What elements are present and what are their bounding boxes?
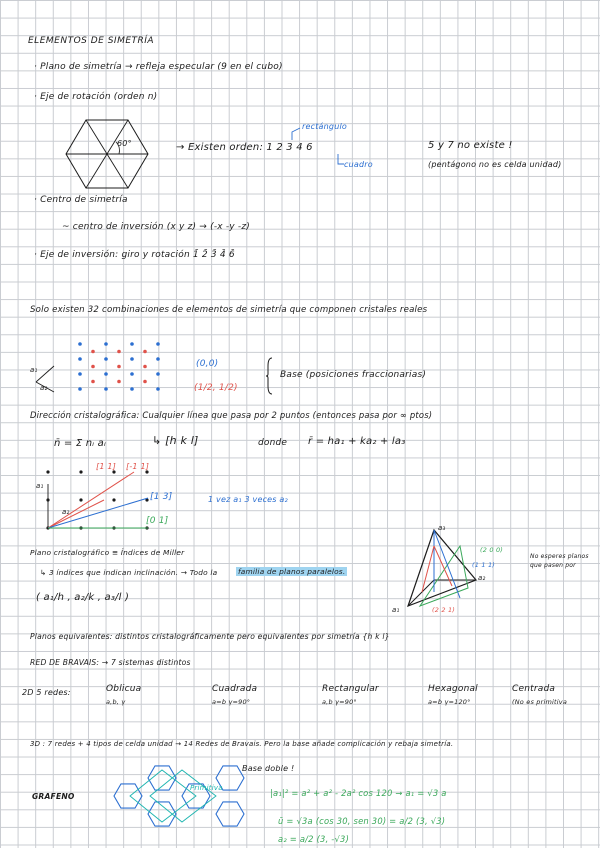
- red-2d-params: a,b, γ: [106, 698, 126, 706]
- dir-13-label: [1 3]: [150, 492, 173, 502]
- graphene-diagram: [100, 756, 240, 836]
- red-2d-name: Hexagonal: [428, 684, 478, 694]
- basis-point: [143, 365, 147, 369]
- eje-rotacion-line: · Eje de rotación (orden n): [34, 92, 158, 102]
- red-2d-name: Oblicua: [106, 684, 142, 694]
- lattice-point: [104, 387, 108, 391]
- lattice-base-diagram: [32, 338, 172, 398]
- redes-2d-heading: 2D 5 redes:: [22, 688, 71, 697]
- cell-3d-diagram: [400, 526, 490, 616]
- pentagono-note: (pentágono no es celda unidad): [428, 160, 562, 169]
- dir-01-label: [0 1]: [146, 516, 169, 526]
- orders-label: → Existen orden: 1 2 3 4 6: [176, 142, 313, 153]
- redes-3d-line: 3D : 7 redes + 4 tipos de celda unidad → 14 Redes de Bravais. Pero la base añade complicación y rebaja simetría.: [30, 740, 454, 748]
- dir-a2-label: a₂: [62, 508, 70, 516]
- primitiva-label: Primitiva: [190, 784, 223, 792]
- red-2d-name: Rectangular: [322, 684, 379, 694]
- direccion-line: Dirección cristalográfica: Cualquier línea que pasa por 2 puntos (entonces pasa por ∞ ptos): [30, 410, 433, 420]
- rectangulo-arrow: [290, 124, 310, 144]
- r-formula: r̄ = ha₁ + ka₂ + la₃: [308, 436, 406, 447]
- hkl-label: ↳ [h k l]: [152, 434, 199, 447]
- graphene-eq2: ū = √3a (cos 30, sen 30) = a/2 (3, √3): [278, 816, 446, 826]
- lattice-point: [78, 387, 82, 391]
- base-brace: [266, 356, 276, 396]
- hexagon-diagram: [66, 116, 156, 196]
- p200-label: (2 0 0): [480, 546, 504, 554]
- red-2d-params: a,b γ=90°: [322, 698, 357, 706]
- graphene-hexagon: [114, 784, 142, 808]
- p111-label: (1 1 1): [472, 561, 496, 569]
- lattice-point: [78, 372, 82, 376]
- basis-point: [143, 350, 147, 354]
- base-half: (1/2, 1/2): [194, 383, 238, 393]
- lattice-point: [130, 387, 134, 391]
- a3-label: a₃: [438, 524, 446, 532]
- no-exist-note: 5 y 7 no existe !: [428, 140, 513, 151]
- centro-simetria-line: · Centro de simetría: [34, 195, 128, 205]
- lattice-point: [104, 357, 108, 361]
- dir-11-label: [1 1]: [96, 462, 116, 471]
- page-title: ELEMENTOS DE SIMETRÍA: [28, 36, 155, 46]
- cuadro-arrow: [334, 152, 348, 166]
- plano-simetria-line: · Plano de simetría → refleja especular (9 en el cubo): [34, 62, 283, 72]
- lattice-point: [130, 342, 134, 346]
- lattice-point: [130, 357, 134, 361]
- miller-fraction: ( a₁/h , a₂/k , a₃/l ): [36, 592, 130, 603]
- cell-a2-label: a₂: [478, 574, 486, 582]
- plano-cristalografico-line: Plano cristalográfico ≡ Índices de Miller: [30, 548, 185, 557]
- basis-point: [117, 365, 121, 369]
- no-esperes-note: No esperes planos que pasen por: [530, 553, 589, 569]
- direction-lattice-point: [79, 498, 82, 501]
- base-doble-label: Base doble !: [242, 764, 295, 773]
- lattice-point: [156, 357, 160, 361]
- familia-planos-highlight: familia de planos paralelos.: [238, 567, 346, 576]
- basis-point: [117, 350, 121, 354]
- donde-label: donde: [258, 438, 288, 448]
- red-2d-params: a=b γ=120°: [428, 698, 471, 706]
- indices-line: ↳ 3 índices que indican inclinación. → Todo la: [40, 568, 218, 577]
- lattice-point: [104, 372, 108, 376]
- base-label: Base (posiciones fraccionarias): [280, 370, 427, 380]
- basis-point: [91, 380, 95, 384]
- red-2d-name: Cuadrada: [212, 684, 258, 694]
- n-sum-formula: n̄ = Σ nᵢ aᵢ: [54, 438, 106, 449]
- red-2d-params: a=b γ=90°: [212, 698, 251, 706]
- planos-equivalentes-line: Planos equivalentes: distintos cristalográficamente pero equivalentes por simetría {h k l}: [30, 632, 390, 641]
- p221-label: (2 2 1): [432, 606, 456, 614]
- graphene-hexagon: [216, 802, 244, 826]
- direction-lattice-point: [79, 470, 82, 473]
- lattice-point: [156, 372, 160, 376]
- lattice-point: [104, 342, 108, 346]
- graphene-eq1: |a₁|² = a² + a² - 2a² cos 120 → a₁ = √3 a: [270, 788, 447, 798]
- basis-point: [91, 350, 95, 354]
- a1-label: a₁: [30, 366, 38, 374]
- a2-label: a₂: [40, 384, 48, 392]
- lattice-point: [156, 387, 160, 391]
- rectangulo-note: rectángulo: [302, 122, 347, 131]
- lattice-point: [156, 342, 160, 346]
- centro-inversion-line: ~ centro de inversión (x y z) → (-x -y -z): [62, 222, 250, 232]
- vez-note: 1 vez a₁ 3 veces a₂: [208, 495, 288, 504]
- basis-point: [143, 380, 147, 384]
- solo-existen-line: Solo existen 32 combinaciones de elementos de simetría que componen cristales reales: [30, 305, 428, 315]
- cell-a1-label: a₁: [392, 606, 400, 614]
- dir-m11-label: [-1 1]: [126, 462, 150, 471]
- basis-point: [117, 380, 121, 384]
- red-2d-name: Centrada: [512, 684, 556, 694]
- lattice-point: [78, 357, 82, 361]
- eje-inversion-line: · Eje de inversión: giro y rotación 1̄ 2̄ 3̄ 4̄ 6̄: [34, 250, 235, 260]
- direction-lattice-point: [112, 498, 115, 501]
- hex-angle-label: 60°: [117, 139, 132, 148]
- basis-point: [91, 365, 95, 369]
- base-00: (0,0): [196, 359, 219, 369]
- lattice-point: [130, 372, 134, 376]
- lattice-point: [78, 342, 82, 346]
- dir-a1-label: a₁: [36, 482, 44, 490]
- cuadro-note: cuadro: [344, 160, 373, 169]
- red-2d-params: (No es primitiva: [512, 698, 568, 706]
- red-bravais-line: RED DE BRAVAIS: → 7 sistemas distintos: [30, 658, 191, 667]
- graphene-eq3: a₂ = a/2 (3, -√3): [278, 834, 350, 844]
- direction-lattice-point: [46, 470, 49, 473]
- grafeno-label: GRAFENO: [32, 792, 75, 801]
